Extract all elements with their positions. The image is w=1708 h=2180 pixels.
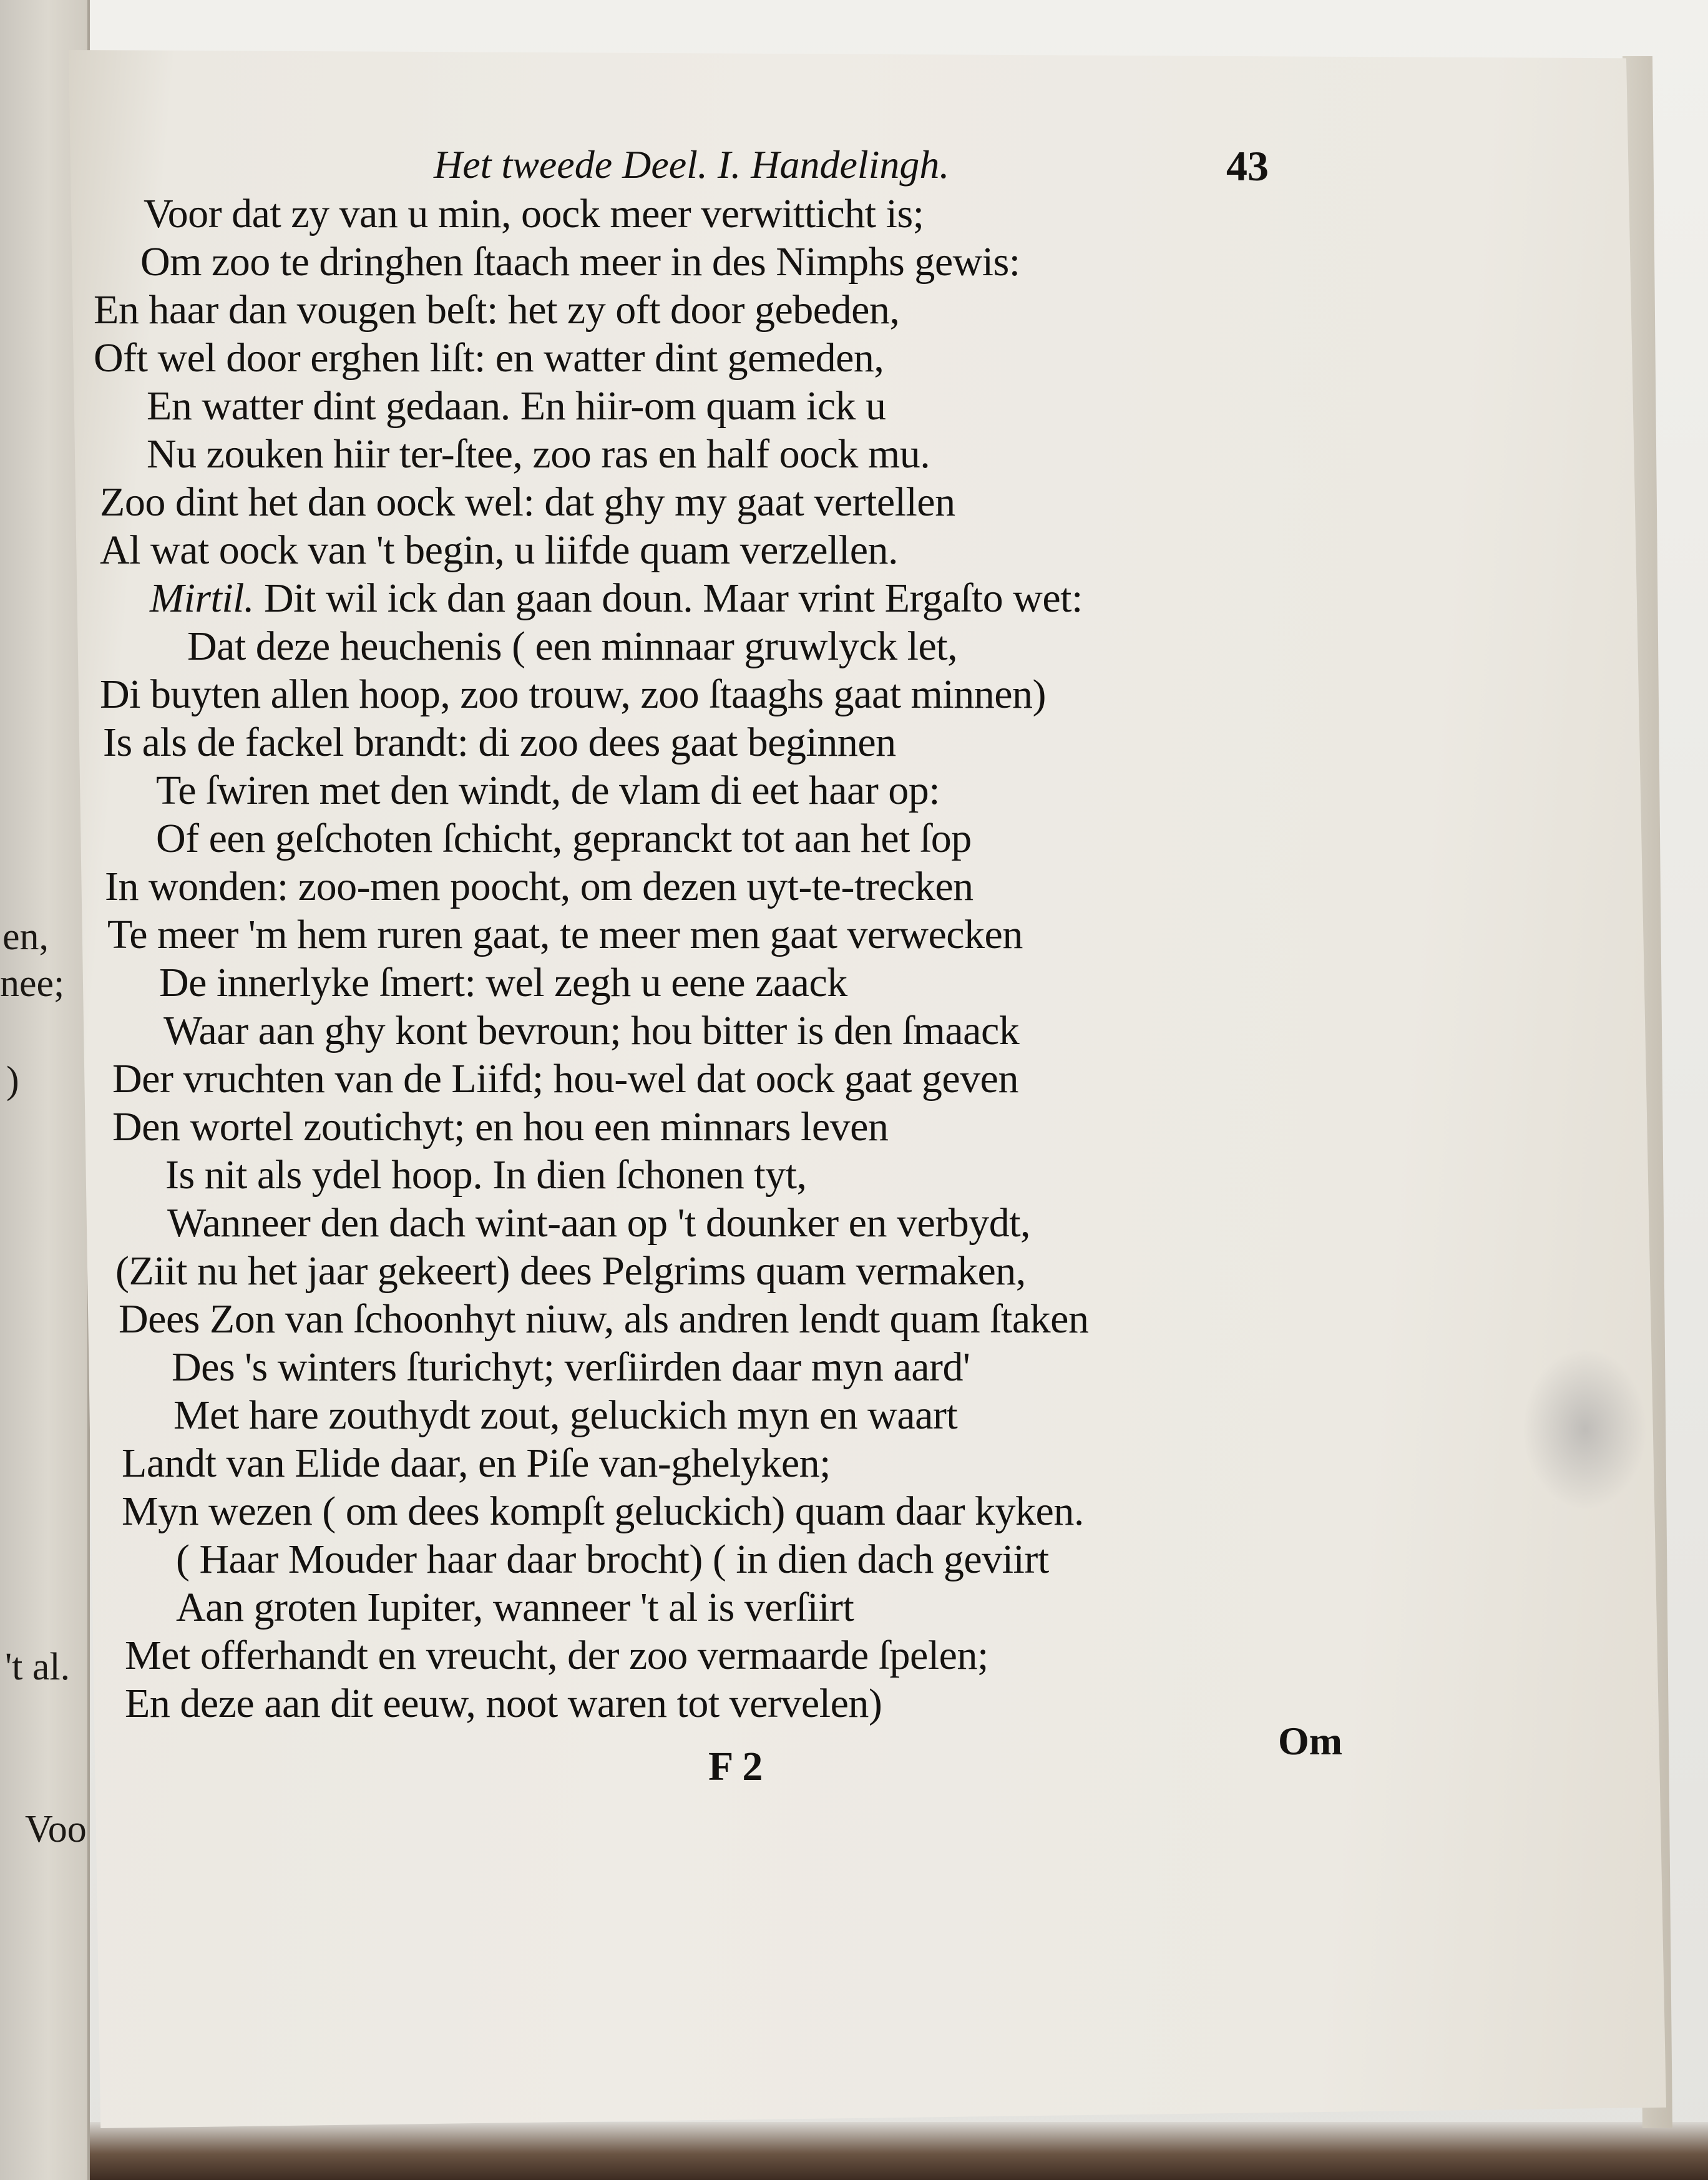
left-page-fragment: 't al.: [5, 1646, 71, 1688]
verse-line: Myn wezen ( om dees kompſt geluckich) quam daar kyken.: [122, 1488, 1084, 1534]
verse-line: Nu zouken hiir ter-ſtee, zoo ras en half oock mu.: [147, 431, 930, 477]
verse-line: Dees Zon van ſchoonhyt niuw, als andren lendt quam ſtaken: [119, 1296, 1089, 1342]
verse-line: Den wortel zoutichyt; en hou een minnars leven: [112, 1104, 889, 1150]
verse-line: Dat deze heuchenis ( een minnaar gruwlyck let,: [187, 623, 958, 669]
catchword: Om: [1278, 1719, 1343, 1763]
verse-line: En watter dint gedaan. En hiir-om quam ick u: [147, 383, 886, 429]
verse-line: Te meer 'm hem ruren gaat, te meer men gaat verwecken: [107, 912, 1023, 957]
verse-line: En haar dan vougen beſt: het zy oft door gebeden,: [94, 287, 900, 333]
verse-line: Om zoo te dringhen ſtaach meer in des Nimphs gewis:: [140, 239, 1020, 285]
verse-line: (Ziit nu het jaar gekeert) dees Pelgrims quam vermaken,: [115, 1248, 1026, 1294]
verse-line: Di buyten allen hoop, zoo trouw, zoo ſtaaghs gaat minnen): [100, 672, 1046, 717]
verse-line: Is nit als ydel hoop. In dien ſchonen tyt,: [165, 1152, 807, 1198]
verse-line: Der vruchten van de Liifd; hou-wel dat oock gaat geven: [112, 1056, 1018, 1102]
verse-line: ( Haar Mouder haar daar brocht) ( in dien dach geviirt: [176, 1537, 1049, 1582]
verse-line-speaker: [150, 575, 1083, 621]
left-page-fragment: nee;: [0, 962, 65, 1005]
verse-line: Is als de fackel brandt: di zoo dees gaat beginnen: [103, 720, 896, 765]
page-number: 43: [1226, 142, 1269, 190]
speaker-name: Mirtil.: [150, 575, 255, 621]
verse-line: Te ſwiren met den windt, de vlam di eet haar op:: [156, 768, 940, 813]
verse-line: De innerlyke ſmert: wel zegh u eene zaack: [159, 960, 847, 1005]
verse-line: Wanneer den dach wint-aan op 't dounker en verbydt,: [167, 1200, 1031, 1246]
verse-line: Oft wel door erghen liſt: en watter dint gemeden,: [94, 335, 884, 381]
table-edge: [0, 2122, 1708, 2180]
verse-line: Landt van Elide daar, en Piſe van-ghelyken;: [122, 1440, 831, 1486]
left-page-fragment: Voo: [25, 1808, 87, 1850]
verse-line: Zoo dint het dan oock wel: dat ghy my gaat vertellen: [100, 479, 955, 525]
left-page-fragment: en,: [2, 916, 49, 958]
verse-line: Des 's winters ſturichyt; verſiirden daar myn aard': [172, 1344, 970, 1390]
verse-line: Met hare zouthydt zout, geluckich myn en waart: [173, 1392, 958, 1438]
left-page-fragment: ): [6, 1059, 19, 1102]
verse-text: Dit wil ick dan gaan doun. Maar vrint Ergaſto wet:: [264, 575, 1083, 621]
verse-line: In wonden: zoo-men poocht, om dezen uyt-te-trecken: [105, 864, 974, 909]
page-smudge: [1523, 1348, 1647, 1510]
verse-line: Al wat oock van 't begin, u liifde quam verzellen.: [100, 527, 898, 573]
verse-line: En deze aan dit eeuw, noot waren tot vervelen): [125, 1681, 882, 1726]
signature-mark: F 2: [708, 1744, 763, 1789]
verse-line: Waar aan ghy kont bevroun; hou bitter is den ſmaack: [163, 1008, 1020, 1053]
verse-line: Met offerhandt en vreucht, der zoo vermaarde ſpelen;: [125, 1633, 988, 1678]
verse-line: Aan groten Iupiter, wanneer 't al is verſiirt: [176, 1585, 854, 1630]
verse-line: Of een geſchoten ſchicht, gepranckt tot aan het ſop: [156, 816, 972, 861]
verse-line: Voor dat zy van u min, oock meer verwitticht is;: [144, 191, 924, 237]
running-header: Het tweede Deel. I. Handelingh.: [434, 142, 950, 187]
